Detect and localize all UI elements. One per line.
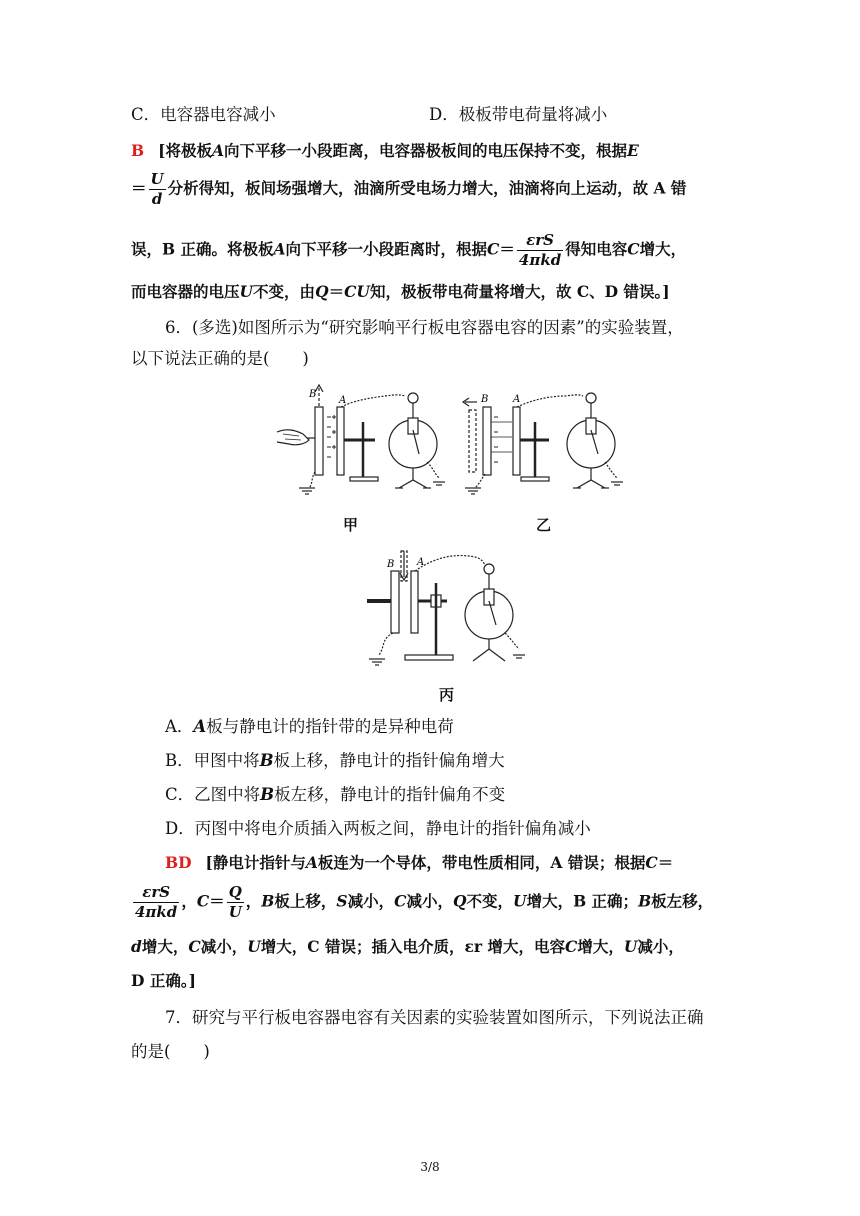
label-b: B	[387, 559, 395, 570]
caption-bing: 丙	[439, 686, 455, 704]
q6-option-d: D．丙图中将电介质插入两板之间，静电计的指针偏角减小	[165, 819, 591, 838]
q7-stem-line2: 的是( )	[131, 1042, 210, 1061]
figure-yi	[457, 382, 627, 497]
label-b: B	[481, 394, 489, 405]
q6-option-b: B．甲图中将B板上移，静电计的指针偏角增大	[165, 751, 505, 770]
q5-answer: B	[131, 141, 145, 160]
q6-explanation-line3: d增大，C减小，U增大，C 错误；插入电介质，εr 增大，电容C增大，U减小，	[131, 937, 684, 956]
q7-stem-line1: 7．研究与平行板电容器电容有关因素的实验装置如图所示，下列说法正确	[165, 1008, 704, 1027]
q5-option-d: D．极板带电荷量将减小	[429, 105, 608, 124]
q6-explanation-line2: $\frac{\text{εrS}}{\text{4πkd}}$ ，C＝ $\frac{Q}{U}$ ，B板上移，S减小，C减小，Q不变，U增大，B 正确；B板左移，	[135, 883, 714, 921]
label-b: B	[309, 389, 317, 400]
q5-explanation-line2: ＝ $\frac{U}{d}$ 分析得知，板间场强增大，油滴所受电场力增大，油滴将向上运动，故 A 错	[131, 170, 687, 208]
q6-answer: BD	[165, 853, 192, 872]
figure-bing	[365, 543, 535, 668]
label-a: A	[339, 395, 347, 406]
formula-u-over-d: $\frac{U}{d}$	[150, 170, 164, 208]
q6-option-a: A．A板与静电计的指针带的是异种电荷	[165, 717, 454, 736]
formula-q-over-u: $\frac{Q}{U}$	[228, 883, 242, 921]
q6-option-c: C．乙图中将B板左移，静电计的指针偏角不变	[165, 785, 506, 804]
caption-jia: 甲	[343, 516, 359, 534]
caption-yi: 乙	[536, 516, 552, 534]
label-a: A	[417, 557, 425, 568]
q5-option-c: C．电容器电容减小	[131, 105, 276, 124]
figure-jia	[275, 382, 445, 497]
q5-explanation-line3: 误，B 正确。将极板A向下平移一小段距离时，根据C＝ $\frac{\text{εrS}}{\text{4πkd}}$ 得知电容C增大，	[131, 231, 687, 269]
q5-explanation-line1: B [将极板A向下平移一小段距离，电容器极板间的电压保持不变，根据E	[131, 141, 639, 160]
formula-capacitance: $\frac{\text{εrS}}{\text{4πkd}}$	[518, 231, 562, 269]
q6-stem-line2: 以下说法正确的是( )	[131, 349, 309, 368]
formula-capacitance: $\frac{\text{εrS}}{\text{4πkd}}$	[135, 883, 178, 921]
q5-explanation-line4: 而电容器的电压U不变，由Q＝CU知，极板带电荷量将增大，故 C、D 错误。]	[131, 282, 670, 301]
q6-stem-line1: 6．(多选)如图所示为“研究影响平行板电容器电容的因素”的实验装置，	[165, 318, 684, 337]
page-number: 3/8	[420, 1160, 440, 1174]
label-a: A	[513, 394, 521, 405]
q6-explanation-line1: BD [静电计指针与A板连为一个导体，带电性质相同，A 错误；根据C＝	[165, 853, 674, 872]
q6-explanation-line4: D 正确。]	[131, 971, 196, 990]
